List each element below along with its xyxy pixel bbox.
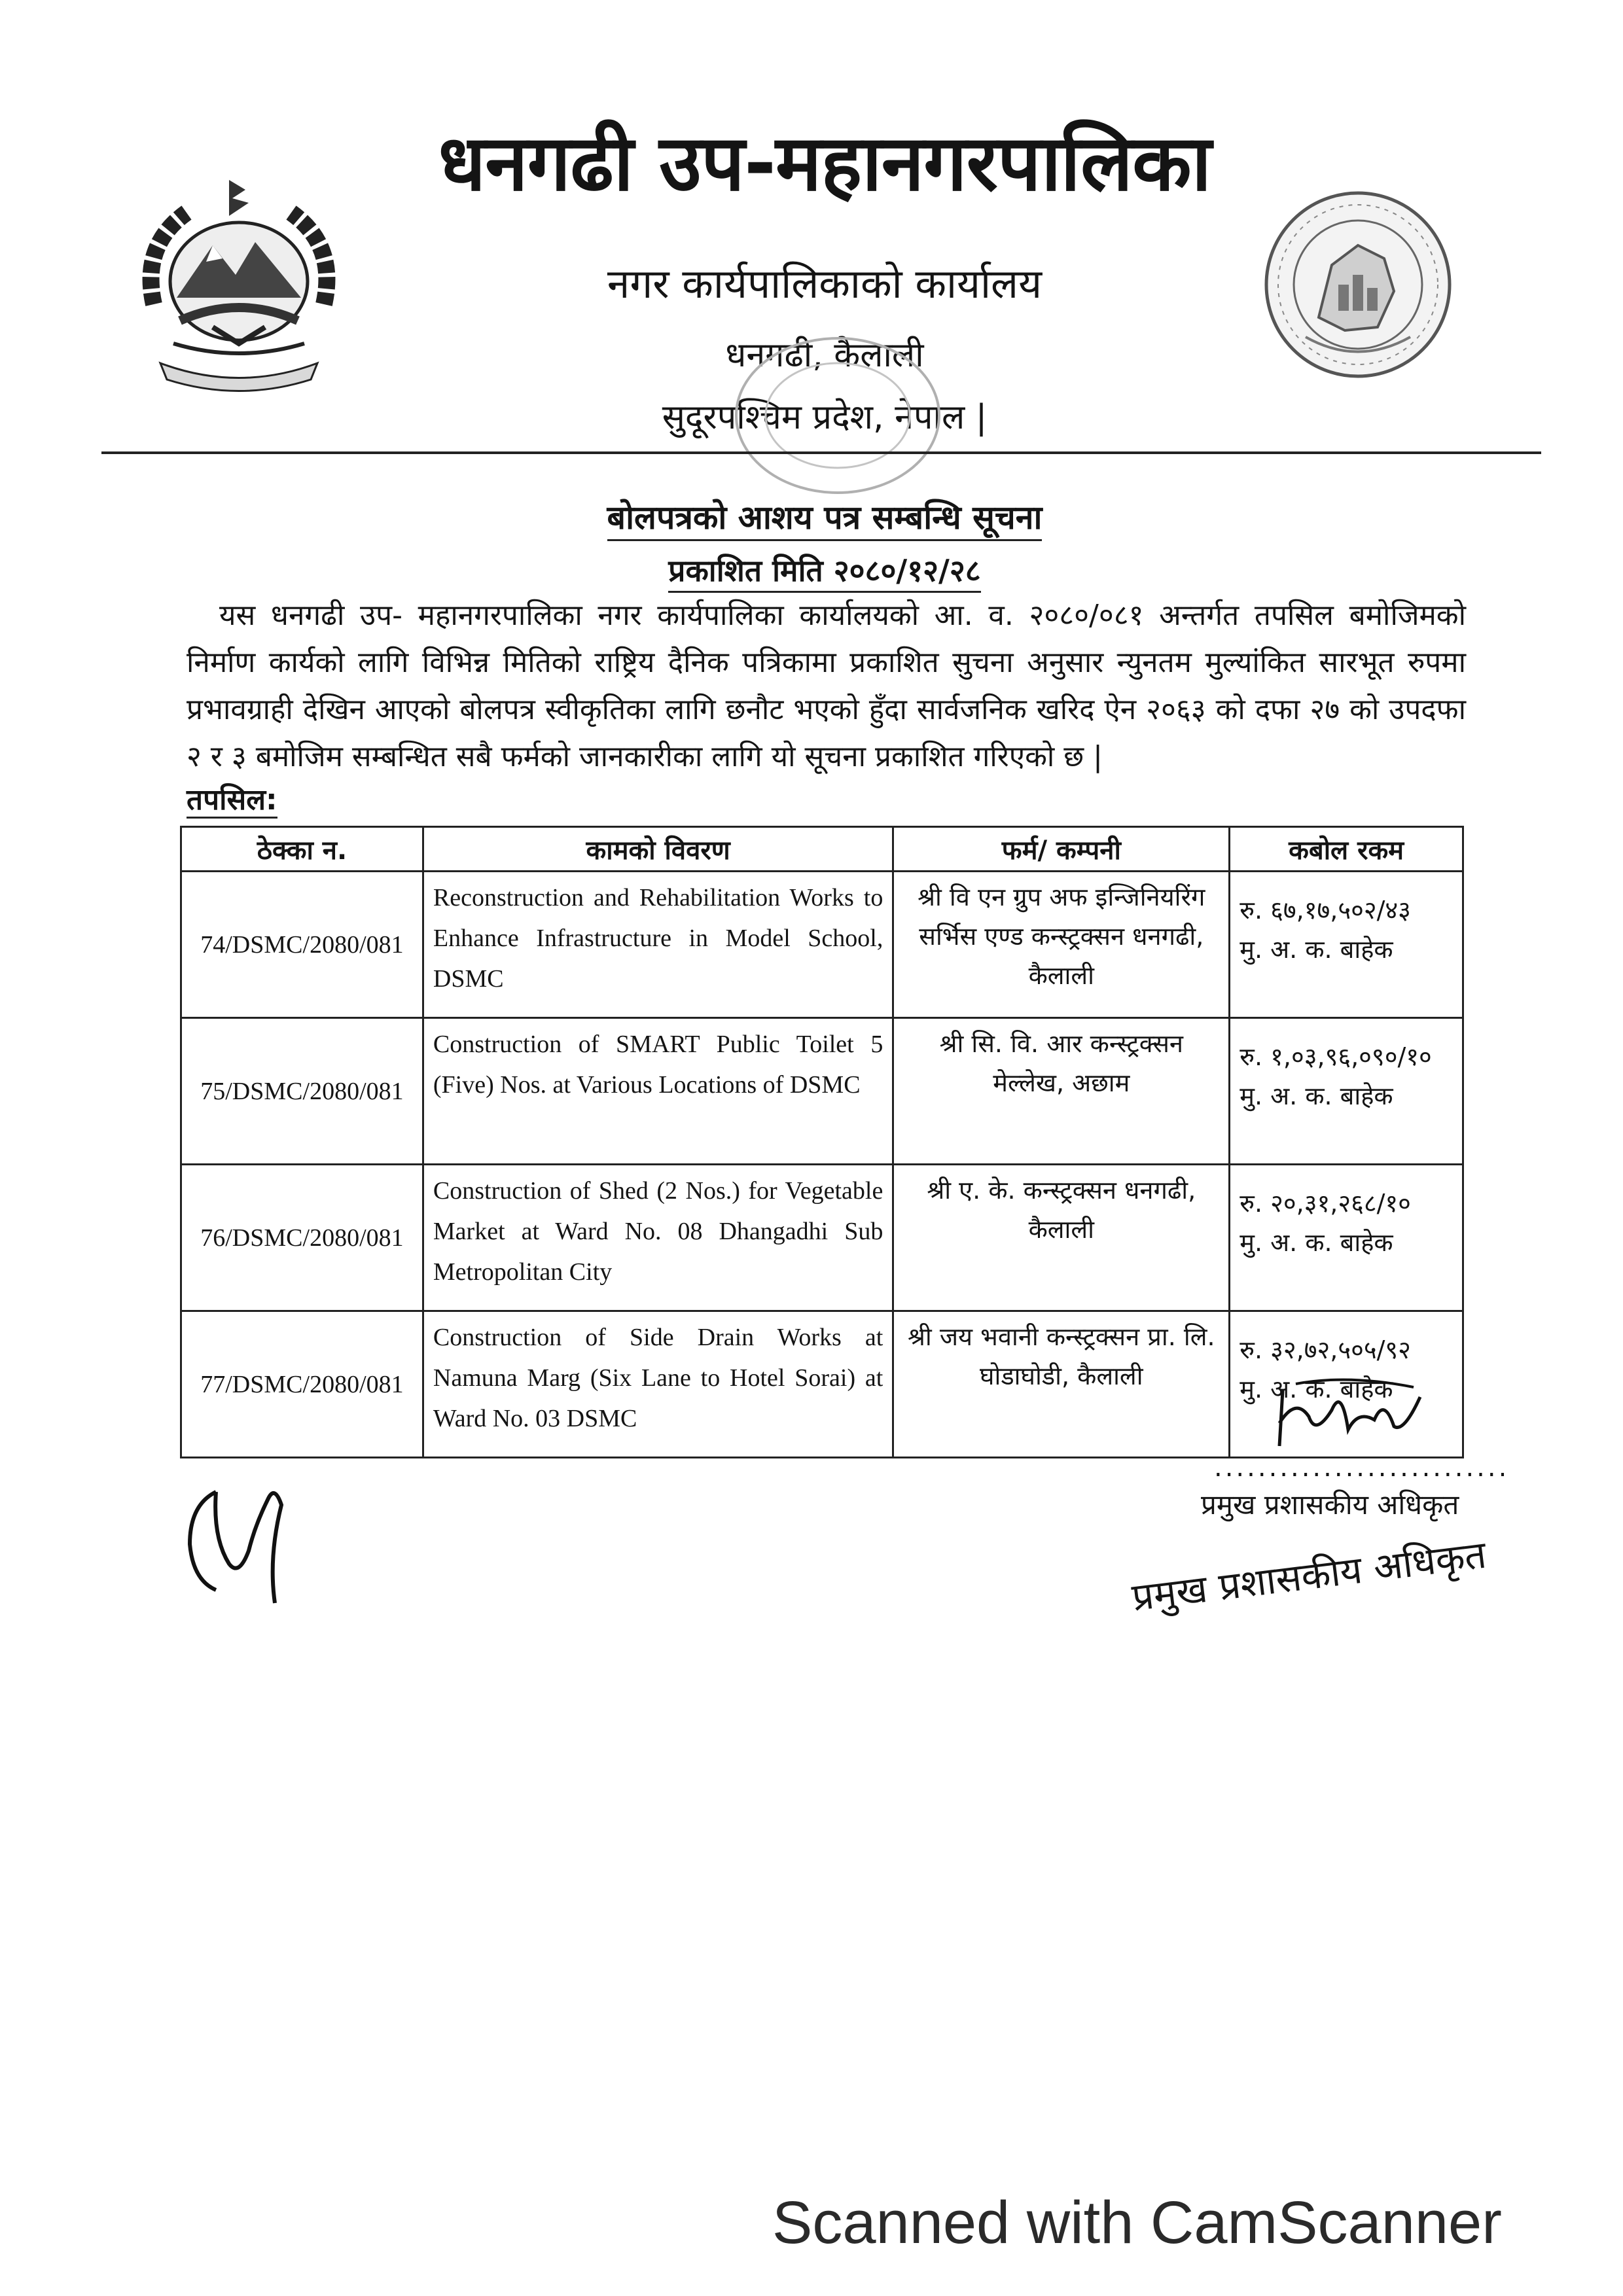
notice-title-text: बोलपत्रको आशय पत्र सम्बन्धि सूचना [607, 499, 1043, 541]
bid-amount [1230, 1018, 1463, 1165]
officer-signature-icon [1270, 1371, 1440, 1462]
contract-no: 75/DSMC/2080/081 [181, 1018, 423, 1165]
firm-line: श्री सि. वि. आर कन्स्ट्रक्सन [939, 1029, 1183, 1058]
scanner-watermark: Scanned with CamScanner [772, 2189, 1502, 2256]
header-divider [101, 451, 1541, 454]
firm-name [893, 872, 1230, 1018]
work-description: Construction of SMART Public Toilet 5 (Five) Nos. at Various Locations of DSMC [423, 1018, 893, 1165]
amount-value: रु. १,०३,९६,०९०/१० [1240, 1042, 1432, 1071]
work-description: Reconstruction and Rehabilitation Works to Enhance Infrastructure in Model School, DSMC [423, 872, 893, 1018]
header-firm: फर्म/ कम्पनी [893, 827, 1230, 872]
province-name: सुदूरपश्चिम प्रदेश, नेपाल | [662, 398, 988, 437]
city-name: धनगढी, कैलाली [725, 336, 924, 375]
firm-name [893, 1018, 1230, 1165]
firm-line: घोडाघोडी, कैलाली [980, 1362, 1143, 1390]
table-row [181, 1018, 1463, 1165]
vat-note: मु. अ. क. बाहेक [1240, 1375, 1393, 1404]
contract-no: 76/DSMC/2080/081 [181, 1165, 423, 1311]
firm-name [893, 1165, 1230, 1311]
details-label [187, 779, 277, 818]
firm-line: कैलाली [1028, 1215, 1094, 1244]
firm-line: कैलाली [1028, 961, 1094, 990]
tender-table [180, 826, 1464, 1458]
municipality-seal-icon [1260, 186, 1456, 383]
vat-note: मु. अ. क. बाहेक [1240, 935, 1393, 964]
firm-line: मेल्लेख, अछाम [993, 1069, 1130, 1097]
amount-value: रु. २०,३१,२६८/१० [1240, 1189, 1411, 1218]
header-contract-no: ठेक्का न. [181, 827, 423, 872]
signatory-title: प्रमुख प्रशासकीय अधिकृत [1201, 1489, 1459, 1521]
notice-body: यस धनगढी उप- महानगरपालिका नगर कार्यपालिका कार्यालयको आ. व. २०८०/०८१ अन्तर्गत तपसिल बमोजिमको निर्माण कार्यको लागि विभिन्न मितिको राष्ट्रिय दैनिक पत्रिकामा प्रकाशित सुचना अनुसार न्युनतम मुल्यांकित सारभूत रुपमा प्रभावग्राही देखिन आएको बोलपत्र स्वीकृतिका लागि छनौट भएको हुँदा सार्वजनिक खरिद ऐन २०६३ को दफा २७ को उपदफा २ र ३ बमोजिम सम्बन्धित सबै फर्मको जानकारीका लागि यो सूचना प्रकाशित गरिएको छ | [187, 599, 1466, 773]
amount-value: रु. ३२,७२,५०५/९२ [1240, 1335, 1411, 1364]
notice-title [393, 494, 1257, 539]
contract-no: 77/DSMC/2080/081 [181, 1311, 423, 1458]
table-header-row [181, 827, 1463, 872]
work-description: Construction of Shed (2 Nos.) for Vegetable Market at Ward No. 08 Dhangadhi Sub Metropolitan City [423, 1165, 893, 1311]
nepal-emblem-icon [115, 167, 363, 402]
published-date-text: प्रकाशित मिति २०८०/१२/२८ [668, 553, 980, 593]
firm-name [893, 1311, 1230, 1458]
vat-note: मु. अ. क. बाहेक [1240, 1228, 1393, 1257]
initials-signature-icon [177, 1466, 308, 1616]
signature-line: ........................... [1214, 1453, 1510, 1483]
firm-line: श्री ए. के. कन्स्ट्रक्सन धनगढी, [927, 1176, 1196, 1205]
amount-value: रु. ६७,१७,५०२/४३ [1240, 896, 1411, 925]
municipality-title: धनगढी उप-महानगरपालिका [438, 118, 1211, 208]
office-name: नगर कार्यपालिकाको कार्यालय [607, 260, 1043, 308]
firm-line: सर्भिस एण्ड कन्स्ट्रक्सन धनगढी, [919, 922, 1204, 951]
table-row [181, 872, 1463, 1018]
vat-note: मु. अ. क. बाहेक [1240, 1082, 1393, 1110]
published-date [393, 550, 1257, 590]
work-description: Construction of Side Drain Works at Namuna Marg (Six Lane to Hotel Sorai) at Ward No. 03 DSMC [423, 1311, 893, 1458]
details-label-text: तपसिल: [187, 783, 277, 819]
firm-line: श्री जय भवानी कन्स्ट्रक्सन प्रा. लि. [908, 1322, 1215, 1351]
office-stamp-icon [730, 330, 946, 501]
header-work-description: कामको विवरण [423, 827, 893, 872]
officer-title-stamp: प्रमुख प्रशासकीय अधिकृत [1129, 1532, 1489, 1620]
bid-amount [1230, 1165, 1463, 1311]
contract-no: 74/DSMC/2080/081 [181, 872, 423, 1018]
table-row [181, 1165, 1463, 1311]
bid-amount [1230, 872, 1463, 1018]
firm-line: श्री वि एन ग्रुप अफ इन्जिनियरिंग [918, 883, 1205, 911]
header-bid-amount: कबोल रकम [1230, 827, 1463, 872]
